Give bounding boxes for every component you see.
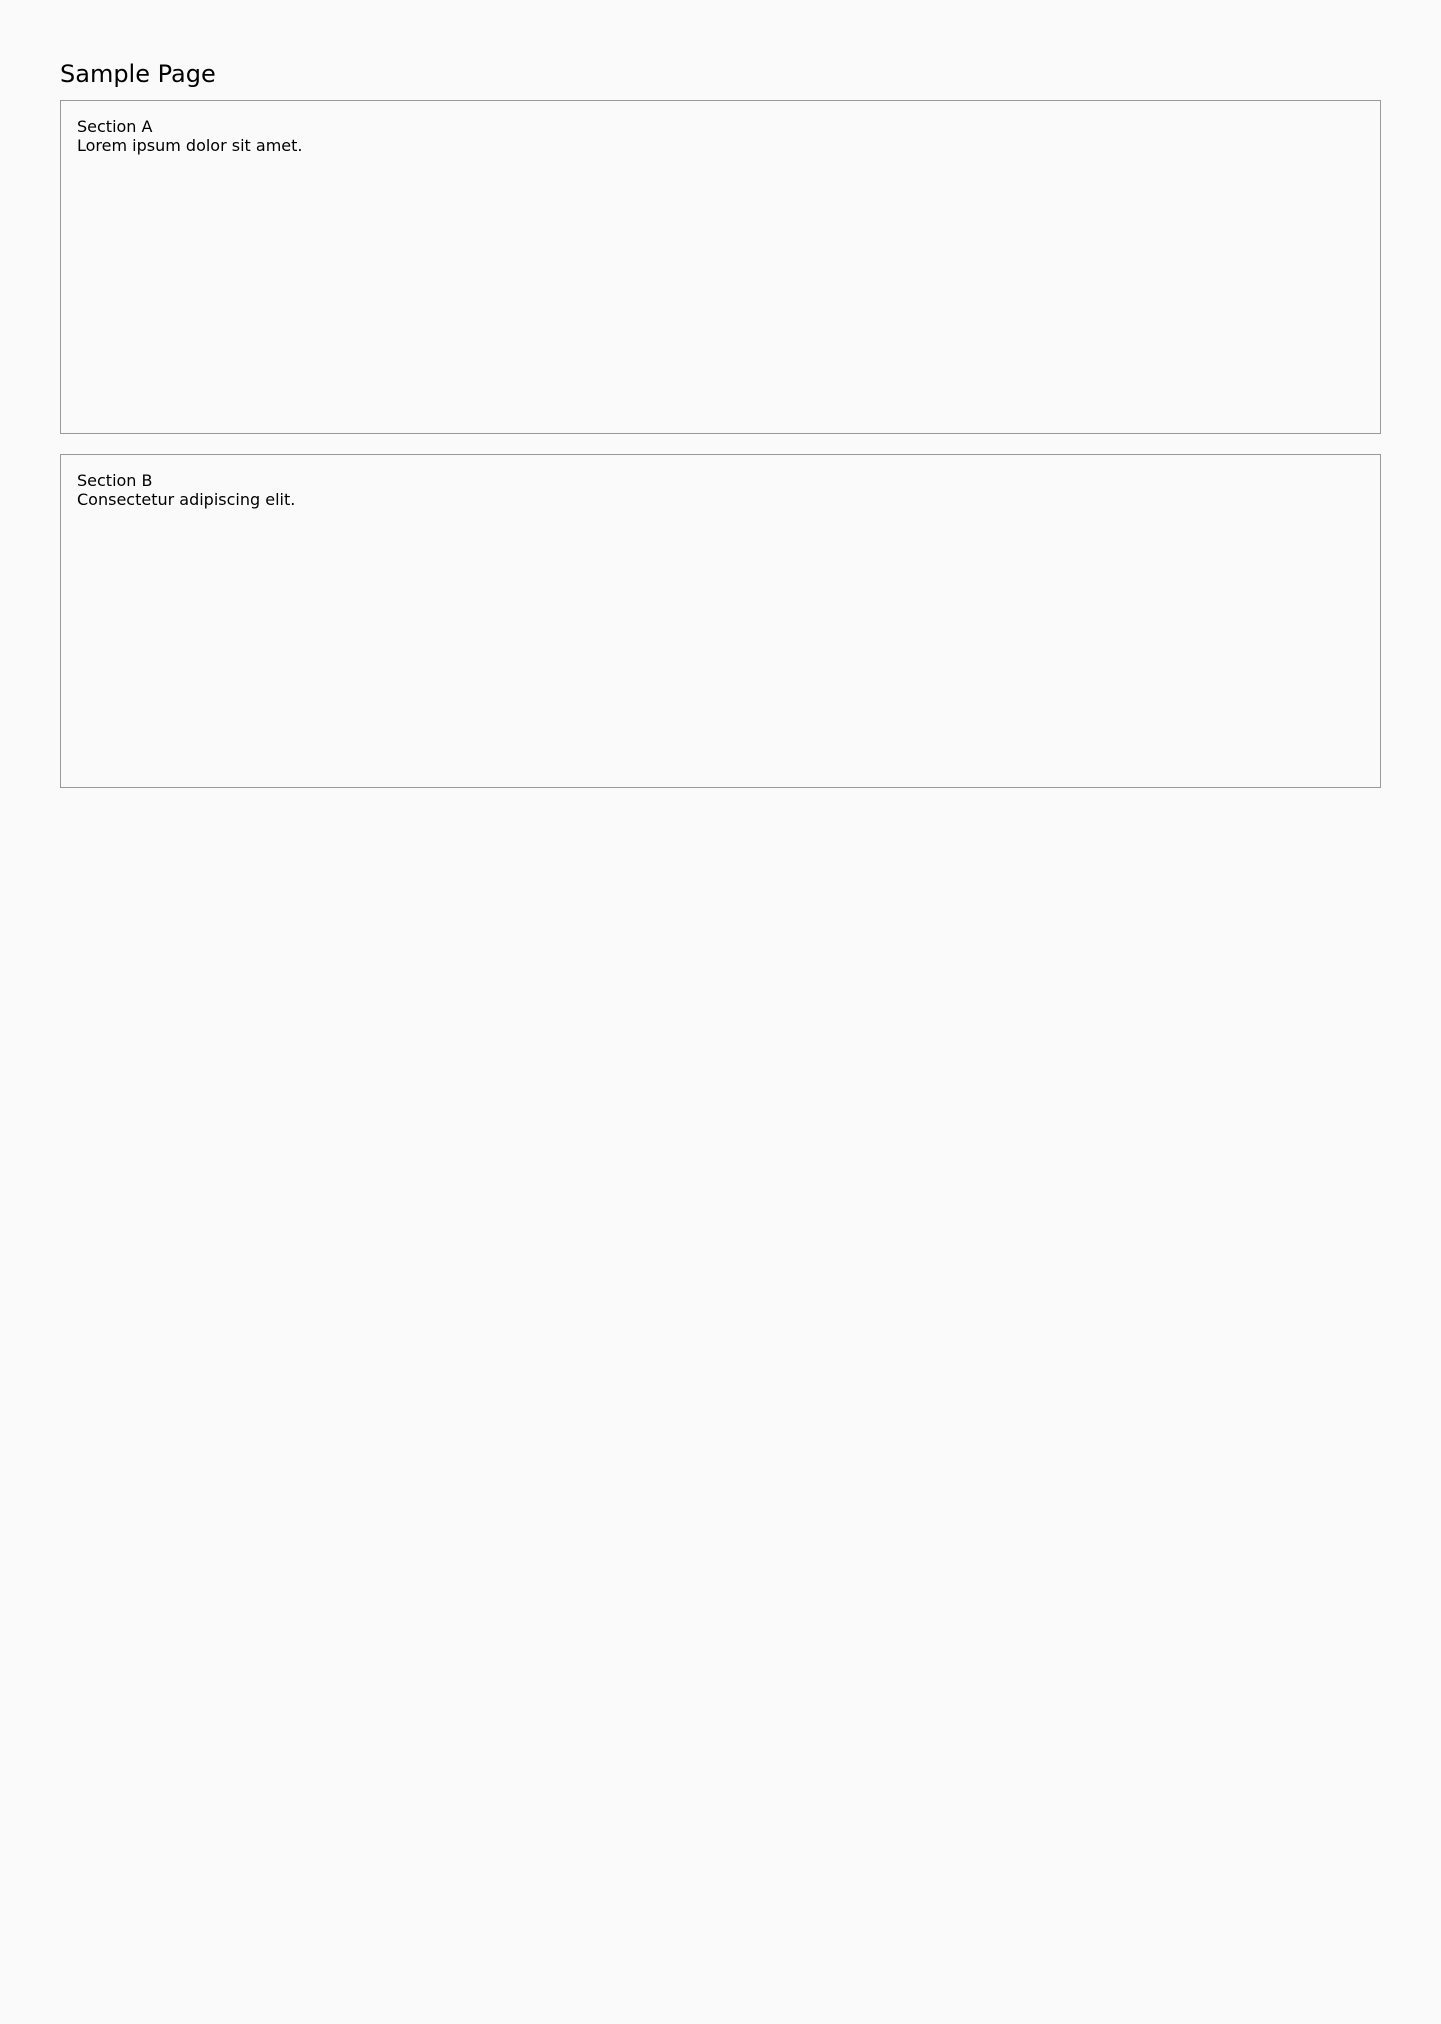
section-a-text: Lorem ipsum dolor sit amet.	[77, 136, 303, 155]
section-a-heading: Section A	[77, 117, 153, 136]
section-b	[60, 454, 1381, 788]
section-b-text: Consectetur adipiscing elit.	[77, 490, 296, 509]
section-b-heading: Section B	[77, 471, 153, 490]
page-title: Sample Page	[60, 60, 216, 88]
section-a	[60, 100, 1381, 434]
